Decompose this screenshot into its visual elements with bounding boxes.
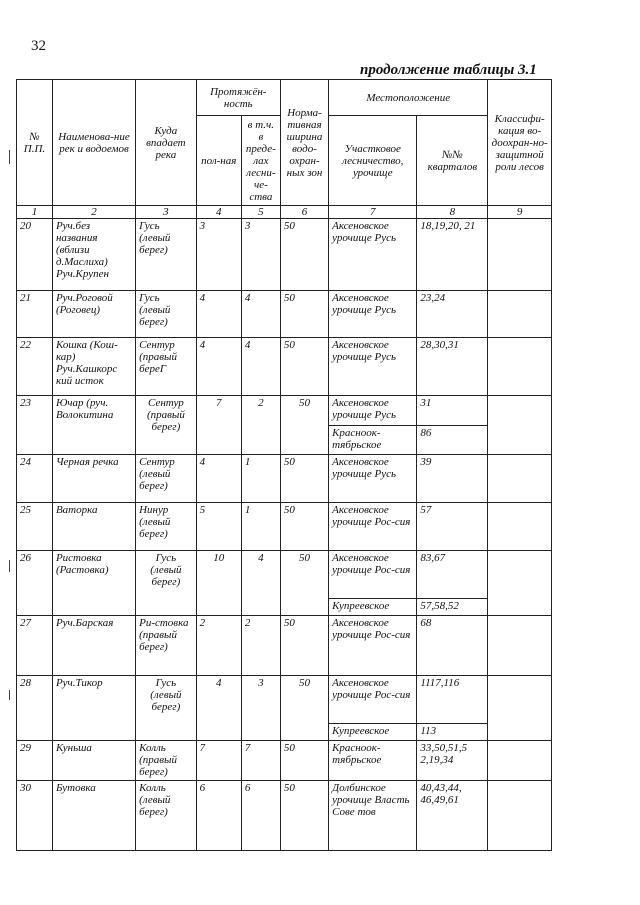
margin-mark (9, 560, 10, 572)
forestry-district: Аксеновское урочище Рос-сия (329, 503, 417, 551)
length-in-forestry: 6 (241, 781, 280, 851)
table-row (17, 338, 552, 396)
header-length-total: пол-ная (196, 116, 241, 206)
classification-cell (488, 676, 552, 741)
length-in-forestry: 2 (241, 396, 280, 455)
block-numbers: 40,43,44, 46,49,61 (417, 781, 488, 851)
forestry-district: Аксеновское урочище Русь (329, 219, 417, 291)
table-row (17, 676, 552, 724)
length-in-forestry: 4 (241, 291, 280, 338)
block-numbers: 57,58,52 (417, 599, 488, 616)
flows-into: Гусь (левый берег) (136, 551, 197, 616)
flows-into: Колль (правый берег) (136, 741, 197, 781)
classification-cell (488, 781, 552, 851)
header-classification: Классифи-кация во-доохран-но-защитной роли лесов (488, 80, 552, 206)
flows-into: Гусь (левый берег) (136, 219, 197, 291)
column-number: 6 (280, 206, 328, 219)
table-body (17, 219, 552, 851)
row-number: 24 (17, 455, 53, 503)
protection-zone-width: 50 (280, 741, 328, 781)
length-in-forestry: 3 (241, 219, 280, 291)
classification-cell (488, 551, 552, 616)
length-in-forestry: 1 (241, 503, 280, 551)
table-row (17, 551, 552, 599)
table-row (17, 455, 552, 503)
forestry-district: Аксеновское урочище Рос-сия (329, 616, 417, 676)
flows-into: Гусь (левый берег) (136, 291, 197, 338)
table-row (17, 781, 552, 851)
protection-zone-width: 50 (280, 219, 328, 291)
column-number: 2 (52, 206, 135, 219)
water-body-name: Кошка (Кош-кар) Руч.Кашкорс кий исток (52, 338, 135, 396)
length-total: 6 (196, 781, 241, 851)
table-row (17, 396, 552, 426)
classification-cell (488, 616, 552, 676)
forestry-district: Аксеновское урочище Русь (329, 396, 417, 426)
row-number: 25 (17, 503, 53, 551)
block-numbers: 113 (417, 724, 488, 741)
length-total: 7 (196, 396, 241, 455)
table-row (17, 616, 552, 676)
forestry-district: Долбинское урочище Власть Сове тов (329, 781, 417, 851)
header-flows-into: Куда впадает река (136, 80, 197, 206)
water-body-name: Черная речка (52, 455, 135, 503)
block-numbers: 39 (417, 455, 488, 503)
forestry-district: Аксеновское урочище Русь (329, 291, 417, 338)
length-in-forestry: 4 (241, 338, 280, 396)
block-numbers: 86 (417, 426, 488, 455)
row-number: 30 (17, 781, 53, 851)
flows-into: Сентур (левый берег) (136, 455, 197, 503)
classification-cell (488, 455, 552, 503)
row-number: 23 (17, 396, 53, 455)
header-name: Наименова-ние рек и водоемов (52, 80, 135, 206)
flows-into: Ри-стовка (правый берег) (136, 616, 197, 676)
forestry-district: Аксеновское урочище Рос-сия (329, 551, 417, 599)
block-numbers: 57 (417, 503, 488, 551)
forestry-district: Купреевское (329, 724, 417, 741)
block-numbers: 68 (417, 616, 488, 676)
header-district: Участковое лесничество, урочище (329, 116, 417, 206)
header-length-forest: в т.ч. в преде-лах лесни-че-ства (241, 116, 280, 206)
block-numbers: 23,24 (417, 291, 488, 338)
water-body-name: Ваторка (52, 503, 135, 551)
classification-cell (488, 219, 552, 291)
length-in-forestry: 3 (241, 676, 280, 741)
header-blocks: №№ кварталов (417, 116, 488, 206)
protection-zone-width: 50 (280, 616, 328, 676)
forestry-district: Аксеновское урочище Рос-сия (329, 676, 417, 724)
row-number: 21 (17, 291, 53, 338)
classification-cell (488, 503, 552, 551)
length-in-forestry: 2 (241, 616, 280, 676)
protection-zone-width: 50 (280, 396, 328, 455)
water-body-name: Ючар (руч. Волокитина (52, 396, 135, 455)
forestry-district: Купреевское (329, 599, 417, 616)
water-body-name: Ристовка (Растовка) (52, 551, 135, 616)
table-row (17, 219, 552, 291)
row-number: 26 (17, 551, 53, 616)
protection-zone-width: 50 (280, 291, 328, 338)
column-number: 5 (241, 206, 280, 219)
protection-zone-width: 50 (280, 455, 328, 503)
column-number: 9 (488, 206, 552, 219)
row-number: 29 (17, 741, 53, 781)
table-row (17, 291, 552, 338)
length-total: 7 (196, 741, 241, 781)
forestry-district: Аксеновское урочище Русь (329, 455, 417, 503)
length-in-forestry: 1 (241, 455, 280, 503)
table-continuation-caption: продолжение таблицы 3.1 (360, 62, 537, 78)
length-total: 5 (196, 503, 241, 551)
forestry-district: Красноок-тябрьское (329, 741, 417, 781)
flows-into: Гусь (левый берег) (136, 676, 197, 741)
header-length: Протяжён-ность (196, 80, 280, 116)
classification-cell (488, 741, 552, 781)
water-body-name: Руч.Барская (52, 616, 135, 676)
length-in-forestry: 7 (241, 741, 280, 781)
flows-into: Сентур (правый береГ (136, 338, 197, 396)
block-numbers: 28,30,31 (417, 338, 488, 396)
column-number: 8 (417, 206, 488, 219)
block-numbers: 31 (417, 396, 488, 426)
protection-zone-width: 50 (280, 338, 328, 396)
protection-zone-width: 50 (280, 676, 328, 741)
length-total: 3 (196, 219, 241, 291)
length-total: 4 (196, 291, 241, 338)
length-total: 4 (196, 338, 241, 396)
column-number: 7 (329, 206, 417, 219)
flows-into: Сентур (правый берег) (136, 396, 197, 455)
row-number: 22 (17, 338, 53, 396)
table-row (17, 741, 552, 781)
row-number: 20 (17, 219, 53, 291)
forestry-district: Аксеновское урочище Русь (329, 338, 417, 396)
classification-cell (488, 338, 552, 396)
forestry-district: Красноок-тябрьское (329, 426, 417, 455)
header-location: Местоположение (329, 80, 488, 116)
classification-cell (488, 396, 552, 455)
protection-zone-width: 50 (280, 781, 328, 851)
water-body-name: Руч.Роговой (Роговец) (52, 291, 135, 338)
column-number: 3 (136, 206, 197, 219)
water-bodies-table (16, 79, 552, 851)
row-number: 27 (17, 616, 53, 676)
length-in-forestry: 4 (241, 551, 280, 616)
length-total: 4 (196, 455, 241, 503)
length-total: 2 (196, 616, 241, 676)
column-number-row (17, 206, 552, 219)
protection-zone-width: 50 (280, 551, 328, 616)
header-width: Норма-тивная ширина водо-охран-ных зон (280, 80, 328, 206)
water-body-name: Куньша (52, 741, 135, 781)
protection-zone-width: 50 (280, 503, 328, 551)
table-row (17, 503, 552, 551)
page-number: 32 (31, 38, 46, 54)
row-number: 28 (17, 676, 53, 741)
water-body-name: Руч.без названия (вблизи д.Маслиха) Руч.Крупен (52, 219, 135, 291)
length-total: 4 (196, 676, 241, 741)
column-number: 4 (196, 206, 241, 219)
flows-into: Колль (левый берег) (136, 781, 197, 851)
length-total: 10 (196, 551, 241, 616)
margin-mark (9, 150, 10, 164)
block-numbers: 1117,116 (417, 676, 488, 724)
flows-into: Нинур (левый берег) (136, 503, 197, 551)
water-body-name: Руч.Тикор (52, 676, 135, 741)
block-numbers: 83,67 (417, 551, 488, 599)
classification-cell (488, 291, 552, 338)
header-num: № П.П. (17, 80, 53, 206)
water-body-name: Бутовка (52, 781, 135, 851)
block-numbers: 18,19,20, 21 (417, 219, 488, 291)
block-numbers: 33,50,51,5 2,19,34 (417, 741, 488, 781)
column-number: 1 (17, 206, 53, 219)
margin-mark (9, 690, 10, 700)
